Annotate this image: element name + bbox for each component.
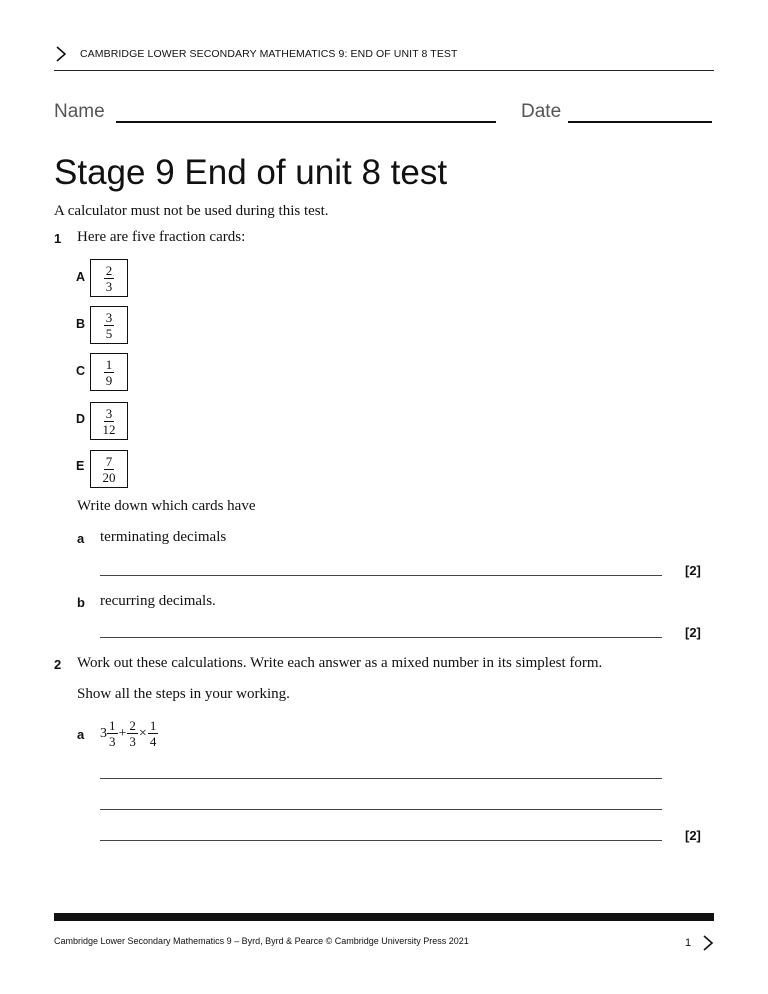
calculator-instruction: A calculator must not be used during this test.: [54, 203, 329, 219]
fraction-card: [90, 402, 128, 440]
name-field[interactable]: [116, 121, 496, 123]
name-label: Name: [54, 101, 105, 122]
calculation-expression: [100, 719, 158, 748]
card-letter: B: [76, 317, 86, 331]
card-numerator: 7: [105, 453, 113, 469]
part-a-text: terminating decimals: [100, 529, 227, 545]
fraction-numerator: 1: [109, 718, 116, 733]
fraction-card: [90, 450, 128, 488]
question-1-prompt: Write down which cards have: [77, 498, 256, 514]
chevron-right-icon[interactable]: [702, 934, 714, 952]
answer-line[interactable]: [100, 575, 662, 576]
whole-number: 3: [100, 725, 107, 741]
plus-operator: +: [118, 725, 127, 741]
fraction-card: [90, 259, 128, 297]
card-numerator: 1: [105, 356, 113, 372]
footer-bar: [54, 913, 714, 921]
times-operator: ×: [138, 725, 147, 741]
running-header: CAMBRIDGE LOWER SECONDARY MATHEMATICS 9: END OF UNIT 8 TEST: [80, 48, 458, 60]
fraction-denominator: 3: [109, 734, 116, 749]
card-denominator: 5: [105, 325, 113, 341]
header-rule: [54, 70, 714, 71]
answer-line[interactable]: [100, 840, 662, 841]
working-line[interactable]: [100, 778, 662, 779]
card-numerator: 2: [105, 262, 113, 278]
fraction-numerator: 1: [149, 718, 157, 733]
question-2-text: Work out these calculations. Write each answer as a mixed number in its simplest form.: [77, 655, 603, 671]
date-field[interactable]: [568, 121, 712, 123]
card-denominator: 12: [102, 421, 116, 437]
part-b-text: recurring decimals.: [100, 593, 216, 609]
card-letter: E: [76, 459, 85, 473]
chevron-right-icon: [54, 45, 68, 63]
answer-line[interactable]: [100, 637, 662, 638]
fraction-denominator: 4: [149, 734, 157, 749]
page-title: Stage 9 End of unit 8 test: [54, 153, 448, 192]
working-line[interactable]: [100, 809, 662, 810]
question-2-number: 2: [54, 657, 62, 672]
question-2-instruction: Show all the steps in your working.: [77, 686, 290, 702]
card-denominator: 9: [105, 372, 113, 388]
fraction-card: [90, 306, 128, 344]
fraction-numerator: 2: [129, 718, 136, 733]
card-denominator: 3: [105, 278, 113, 294]
fraction-card: [90, 353, 128, 391]
question-1-text: Here are five fraction cards:: [77, 229, 246, 245]
card-letter: A: [76, 270, 86, 284]
card-letter: D: [76, 412, 86, 426]
card-numerator: 3: [105, 405, 113, 421]
footer-credit: Cambridge Lower Secondary Mathematics 9 – Byrd, Byrd & Pearce © Cambridge University Press 2021: [54, 936, 469, 946]
question-1-number: 1: [54, 231, 62, 246]
part-a-label: a: [77, 531, 85, 546]
page-number: 1: [685, 937, 692, 949]
card-denominator: 20: [102, 469, 116, 485]
card-letter: C: [76, 364, 86, 378]
fraction-denominator: 3: [129, 734, 136, 749]
marks-label: [2]: [685, 625, 701, 640]
part-b-label: b: [77, 595, 85, 610]
marks-label: [2]: [685, 563, 701, 578]
date-label: Date: [521, 101, 562, 122]
marks-label: [2]: [685, 828, 701, 843]
card-numerator: 3: [105, 309, 113, 325]
part-a-label: a: [77, 727, 85, 742]
